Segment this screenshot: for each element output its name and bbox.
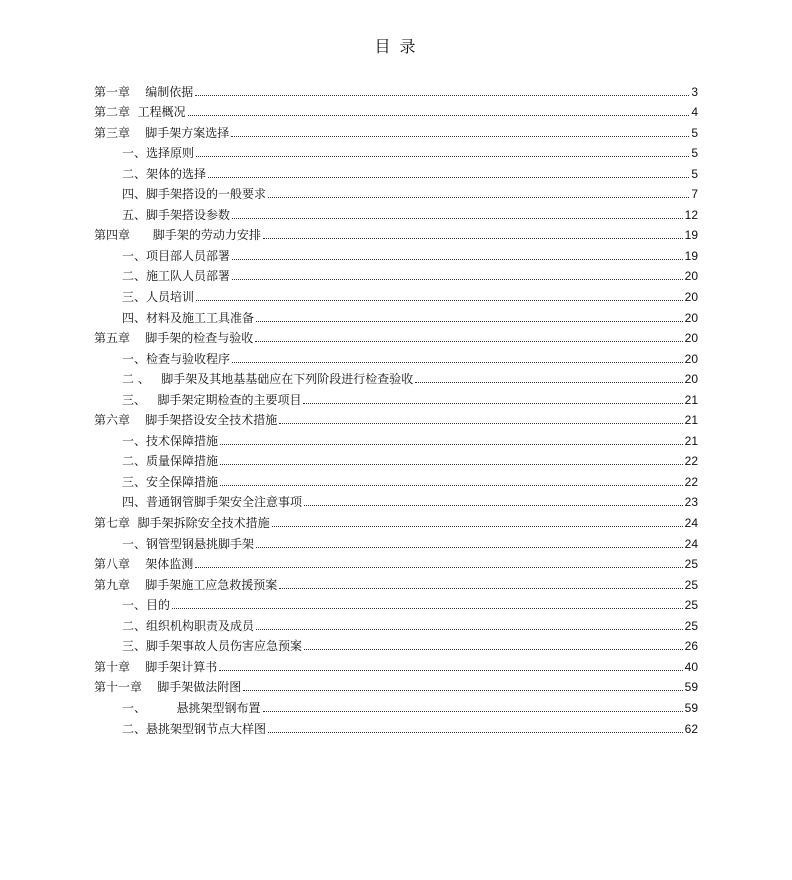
toc-page-number: 4 [691,105,698,120]
toc-entry-label: 五、脚手架搭设参数 [122,207,231,222]
toc-entry-label: 二、架体的选择 [122,166,207,181]
toc-dot-leader [208,177,689,178]
toc-list [94,78,698,736]
toc-dot-leader [303,403,682,404]
toc-dot-leader [188,115,690,116]
toc-dot-leader [263,238,683,239]
toc-page-number: 25 [684,557,698,572]
toc-entry-label: 一、 悬挑架型钢布置 [122,700,261,715]
toc-entry-section[interactable] [94,242,698,263]
toc-entry-section[interactable] [94,633,698,654]
toc-dot-leader [304,649,683,650]
toc-dot-leader [195,95,689,96]
toc-entry-chapter[interactable] [94,551,698,572]
toc-entry-label: 一、项目部人员部署 [122,248,231,263]
toc-entry-label: 第二章 工程概况 [94,105,186,120]
toc-entry-label: 一、目的 [122,598,171,613]
toc-entry-section[interactable] [94,592,698,613]
toc-entry-section[interactable] [94,366,698,387]
toc-entry-chapter[interactable] [94,571,698,592]
toc-page-number: 59 [684,700,698,715]
toc-dot-leader [243,690,682,691]
toc-dot-leader [268,732,683,733]
toc-entry-chapter[interactable] [94,407,698,428]
toc-page-number: 20 [684,351,698,366]
toc-page-number: 40 [684,659,698,674]
toc-entry-label: 四、材料及施工工具准备 [122,310,255,325]
toc-entry-label: 第五章 脚手架的检查与验收 [94,331,254,346]
toc-entry-chapter[interactable] [94,509,698,530]
toc-entry-section[interactable] [94,304,698,325]
toc-page-number: 24 [684,536,698,551]
toc-dot-leader [255,341,682,342]
toc-page-number: 25 [684,577,698,592]
toc-entry-label: 第八章 架体监测 [94,557,194,572]
toc-dot-leader [256,321,683,322]
toc-dot-leader [231,136,689,137]
toc-page-number: 19 [684,228,698,243]
toc-entry-label: 第一章 编制依据 [94,84,194,99]
toc-dot-leader [263,711,683,712]
toc-page-number: 19 [684,248,698,263]
toc-dot-leader [279,423,682,424]
toc-page-number: 5 [691,166,698,181]
toc-entry-chapter[interactable] [94,78,698,99]
toc-dot-leader [220,444,683,445]
toc-dot-leader [304,505,683,506]
toc-entry-label: 四、脚手架搭设的一般要求 [122,187,267,202]
toc-page-number: 5 [691,146,698,161]
toc-entry-label: 第七章 脚手架拆除安全技术措施 [94,516,270,531]
toc-entry-label: 二、悬挑架型钢节点大样图 [122,721,267,736]
toc-dot-leader [220,485,683,486]
toc-entry-section[interactable] [94,201,698,222]
toc-entry-label: 三、人员培训 [122,290,195,305]
toc-dot-leader [220,464,683,465]
toc-entry-chapter[interactable] [94,99,698,120]
toc-entry-section[interactable] [94,612,698,633]
toc-entry-label: 二 、 脚手架及其地基基础应在下列阶段进行检查验收 [122,372,414,387]
toc-entry-section[interactable] [94,283,698,304]
toc-dot-leader [196,300,683,301]
toc-dot-leader [272,526,683,527]
toc-entry-label: 一、钢管型钢悬挑脚手架 [122,536,255,551]
toc-page-number: 20 [684,331,698,346]
toc-dot-leader [256,629,683,630]
toc-entry-label: 四、普通钢管脚手架安全注意事项 [122,495,303,510]
toc-page-number: 21 [684,413,698,428]
toc-entry-label: 一、选择原则 [122,146,195,161]
toc-dot-leader [232,279,683,280]
toc-page-number: 20 [684,290,698,305]
toc-entry-section[interactable] [94,489,698,510]
toc-page-number: 20 [684,310,698,325]
toc-dot-leader [279,588,682,589]
toc-entry-section[interactable] [94,345,698,366]
toc-entry-chapter[interactable] [94,653,698,674]
toc-page-number: 25 [684,618,698,633]
toc-entry-label: 第四章 脚手架的劳动力安排 [94,228,261,243]
toc-dot-leader [415,382,682,383]
toc-page-number: 7 [691,187,698,202]
toc-entry-section[interactable] [94,181,698,202]
toc-entry-section[interactable] [94,468,698,489]
toc-entry-chapter[interactable] [94,674,698,695]
toc-entry-label: 二、施工队人员部署 [122,269,231,284]
toc-dot-leader [172,608,683,609]
toc-entry-label: 第十一章 脚手架做法附图 [94,680,242,695]
toc-entry-chapter[interactable] [94,222,698,243]
toc-entry-section[interactable] [94,530,698,551]
toc-entry-label: 三、 脚手架定期检查的主要项目 [122,392,302,407]
toc-dot-leader [219,670,682,671]
toc-page-number: 24 [684,516,698,531]
toc-entry-section[interactable] [94,448,698,469]
toc-page-number: 5 [691,125,698,140]
toc-page-number: 22 [684,474,698,489]
toc-dot-leader [232,218,683,219]
toc-entry-label: 一、检查与验收程序 [122,351,231,366]
toc-entry-label: 三、安全保障措施 [122,474,219,489]
toc-entry-label: 二、组织机构职责及成员 [122,618,255,633]
toc-entry-label: 第三章 脚手架方案选择 [94,125,230,140]
toc-entry-label: 一、技术保障措施 [122,433,219,448]
toc-entry-section[interactable] [94,694,698,715]
toc-dot-leader [256,547,683,548]
toc-page-number: 59 [684,680,698,695]
toc-entry-chapter[interactable] [94,119,698,140]
toc-entry-label: 第九章 脚手架施工应急救援预案 [94,577,278,592]
toc-entry-label: 第十章 脚手架计算书 [94,659,218,674]
toc-page-number: 26 [684,639,698,654]
toc-entry-label: 二、质量保障措施 [122,454,219,469]
toc-entry-section[interactable] [94,715,698,736]
toc-page-number: 25 [684,598,698,613]
toc-dot-leader [268,197,689,198]
toc-entry-chapter[interactable] [94,325,698,346]
toc-page-number: 21 [684,433,698,448]
toc-dot-leader [195,567,682,568]
toc-entry-label: 三、脚手架事故人员伤害应急预案 [122,639,303,654]
toc-entry-section[interactable] [94,140,698,161]
toc-page-number: 20 [684,372,698,387]
toc-dot-leader [232,259,683,260]
toc-title: 目 录 [374,37,418,56]
toc-page-number: 12 [684,207,698,222]
toc-dot-leader [232,362,683,363]
toc-entry-section[interactable] [94,386,698,407]
toc-page-number: 21 [684,392,698,407]
toc-entry-section[interactable] [94,427,698,448]
toc-page-number: 62 [684,721,698,736]
toc-page-number: 20 [684,269,698,284]
toc-entry-section[interactable] [94,160,698,181]
toc-page-number: 22 [684,454,698,469]
toc-entry-label: 第六章 脚手架搭设安全技术措施 [94,413,278,428]
toc-dot-leader [196,156,689,157]
toc-entry-section[interactable] [94,263,698,284]
toc-page-number: 23 [684,495,698,510]
toc-page-number: 3 [691,84,698,99]
